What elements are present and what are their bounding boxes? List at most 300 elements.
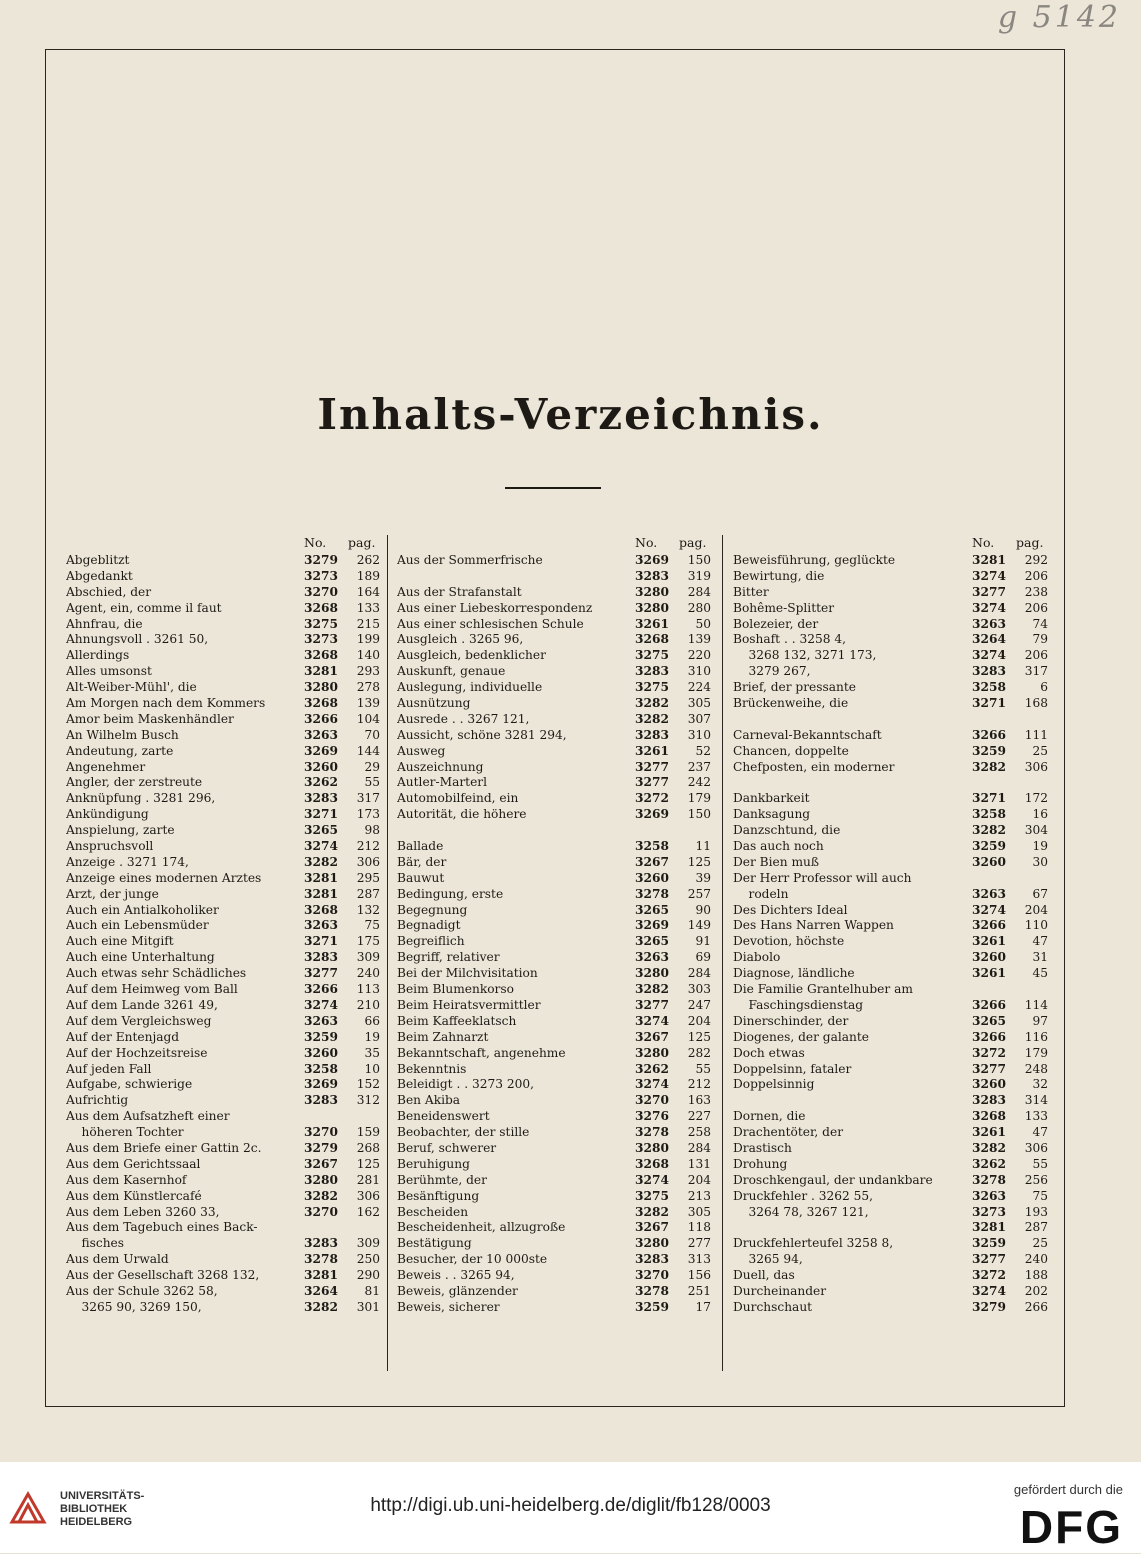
- entry-page: 306: [1024, 1140, 1048, 1155]
- entry-page: 206: [1024, 600, 1048, 615]
- entry-title: Beruhigung: [397, 1156, 470, 1171]
- index-entry: [397, 823, 711, 839]
- entry-page: 292: [1024, 553, 1048, 567]
- entry-title: Anzeige eines modernen Arztes: [66, 870, 262, 885]
- index-entry: [397, 744, 711, 760]
- entry-title: Auf der Hochzeitsreise: [66, 1045, 208, 1060]
- entry-issue-number: 3282: [635, 711, 669, 726]
- index-entry: [733, 680, 1048, 696]
- entry-page: 10: [364, 1061, 380, 1076]
- entry-page: 131: [687, 1156, 711, 1171]
- entry-title: Chefposten, ein moderner: [733, 759, 895, 774]
- entry-title: rodeln: [733, 886, 789, 901]
- index-entry: [733, 1093, 1048, 1109]
- entry-page: 247: [687, 997, 711, 1012]
- entry-title: Doppelsinn, fataler: [733, 1061, 852, 1076]
- index-entry: [66, 871, 380, 887]
- entry-title: Ballade: [397, 839, 444, 854]
- entry-title: Aus der Gesellschaft 3268 132,: [66, 1268, 260, 1283]
- index-entry: [733, 1157, 1048, 1173]
- entry-page: 55: [695, 1061, 711, 1076]
- entry-page: 306: [356, 1188, 380, 1203]
- entry-issue-number: 3275: [304, 616, 338, 631]
- index-entry: [733, 1236, 1048, 1252]
- entry-title: Auf dem Lande 3261 49,: [66, 997, 218, 1012]
- entry-page: 212: [687, 1077, 711, 1092]
- entry-issue-number: 3280: [635, 600, 669, 615]
- index-entry: [733, 617, 1048, 633]
- entry-issue-number: 3270: [635, 1268, 669, 1283]
- entry-issue-number: 3260: [304, 1045, 338, 1060]
- entry-page: 282: [687, 1045, 711, 1060]
- entry-page: 257: [687, 886, 711, 901]
- header-no: No.: [635, 535, 658, 550]
- entry-title: Anspielung, zarte: [66, 823, 175, 838]
- entry-issue-number: 3283: [635, 1252, 669, 1267]
- entry-issue-number: 3259: [304, 1029, 338, 1044]
- index-entry: [66, 553, 380, 569]
- entry-issue-number: 3266: [972, 1029, 1006, 1044]
- entry-issue-number: 3275: [635, 1188, 669, 1203]
- index-entry: [733, 871, 1048, 887]
- entry-title: Beim Kaffeeklatsch: [397, 1013, 517, 1028]
- index-entry: [397, 617, 711, 633]
- entry-issue-number: 3267: [635, 854, 669, 869]
- entry-issue-number: 3268: [304, 648, 338, 663]
- entry-page: 70: [364, 727, 380, 742]
- index-entry: [397, 1109, 711, 1125]
- entry-title: Beim Blumenkorso: [397, 982, 514, 997]
- entry-issue-number: 3277: [972, 1252, 1006, 1267]
- index-entry: [66, 601, 380, 617]
- index-entry: [66, 1220, 380, 1236]
- index-entry: [733, 918, 1048, 934]
- index-entry: [733, 664, 1048, 680]
- entry-title: Die Familie Grantelhuber am: [733, 982, 913, 997]
- entry-title: Anzeige . 3271 174,: [66, 854, 189, 869]
- entry-title: Besucher, der 10 000ste: [397, 1252, 548, 1267]
- entry-title: Des Dichters Ideal: [733, 902, 848, 917]
- header-pag: pag.: [348, 535, 376, 550]
- entry-page: 306: [1024, 759, 1048, 774]
- entry-page: 301: [356, 1299, 380, 1314]
- entry-issue-number: 3271: [972, 791, 1006, 806]
- index-entry: [66, 966, 380, 982]
- entry-title: Brückenweihe, die: [733, 696, 849, 711]
- entry-title: Ankündigung: [66, 807, 149, 822]
- entry-title: Das auch noch: [733, 839, 824, 854]
- entry-page: 309: [356, 1236, 380, 1251]
- index-entry: [66, 1252, 380, 1268]
- entry-issue-number: 3281: [304, 870, 338, 885]
- entry-issue-number: 3280: [635, 1140, 669, 1155]
- entry-title: Beweis, sicherer: [397, 1299, 500, 1314]
- index-entry: [66, 1268, 380, 1284]
- entry-title: Druckfehler . 3262 55,: [733, 1188, 874, 1203]
- entry-issue-number: 3274: [972, 600, 1006, 615]
- index-entry: [66, 918, 380, 934]
- entry-issue-number: 3263: [304, 918, 338, 933]
- entry-page: 210: [356, 997, 380, 1012]
- entry-title: Danzschtund, die: [733, 823, 841, 838]
- entry-page: 290: [356, 1268, 380, 1283]
- entry-page: 29: [364, 759, 380, 774]
- entry-title: Aus dem Urwald: [66, 1252, 169, 1267]
- entry-title: Ausgleich, bedenklicher: [397, 648, 546, 663]
- entry-issue-number: 3263: [972, 1188, 1006, 1203]
- index-entry: [66, 664, 380, 680]
- entry-page: 179: [1024, 1045, 1048, 1060]
- index-entry: [397, 1173, 711, 1189]
- index-entry: [397, 998, 711, 1014]
- entry-title: 3264 78, 3267 121,: [733, 1204, 869, 1219]
- index-entry: [397, 712, 711, 728]
- entry-issue-number: 3267: [304, 1156, 338, 1171]
- entry-issue-number: 3262: [304, 775, 338, 790]
- index-entry: [66, 680, 380, 696]
- entry-issue-number: 3281: [304, 1268, 338, 1283]
- entry-issue-number: 3258: [635, 839, 669, 854]
- entry-page: 47: [1032, 1125, 1048, 1140]
- index-entry: [66, 585, 380, 601]
- entry-page: 19: [364, 1029, 380, 1044]
- index-entry: [397, 760, 711, 776]
- entry-title: Boshaft . . 3258 4,: [733, 632, 846, 647]
- entry-title: Anknüpfung . 3281 296,: [66, 791, 216, 806]
- entry-title: Beweis . . 3265 94,: [397, 1268, 515, 1283]
- entry-title: Doch etwas: [733, 1045, 805, 1060]
- entry-page: 50: [695, 616, 711, 631]
- entry-issue-number: 3271: [972, 696, 1006, 711]
- entry-issue-number: 3258: [304, 1061, 338, 1076]
- entry-page: 132: [356, 902, 380, 917]
- entry-issue-number: 3260: [972, 854, 1006, 869]
- entry-issue-number: 3268: [304, 902, 338, 917]
- entry-title: Beim Zahnarzt: [397, 1029, 489, 1044]
- entry-issue-number: 3273: [304, 568, 338, 583]
- entry-issue-number: 3259: [635, 1299, 669, 1314]
- entry-issue-number: 3274: [304, 997, 338, 1012]
- entry-title: Auskunft, genaue: [397, 664, 506, 679]
- entry-title: Drastisch: [733, 1140, 792, 1155]
- index-entry: [733, 1268, 1048, 1284]
- entry-page: 152: [356, 1077, 380, 1092]
- index-entry: [397, 918, 711, 934]
- entry-issue-number: 3278: [635, 1283, 669, 1298]
- index-entry: [66, 998, 380, 1014]
- index-entry: [733, 1205, 1048, 1221]
- entry-issue-number: 3272: [972, 1268, 1006, 1283]
- index-entry: [397, 664, 711, 680]
- entry-issue-number: 3259: [972, 1236, 1006, 1251]
- index-entry: [66, 775, 380, 791]
- entry-issue-number: 3274: [972, 568, 1006, 583]
- entry-page: 175: [356, 934, 380, 949]
- index-entry: [733, 632, 1048, 648]
- source-url-link[interactable]: http://digi.ub.uni-heidelberg.de/diglit/fb128/0003: [370, 1495, 771, 1516]
- entry-issue-number: 3274: [304, 839, 338, 854]
- entry-title: Duell, das: [733, 1268, 795, 1283]
- entry-title: Diogenes, der galante: [733, 1029, 869, 1044]
- entry-issue-number: 3274: [635, 1172, 669, 1187]
- entry-issue-number: 3266: [304, 982, 338, 997]
- entry-title: Bauwut: [397, 870, 445, 885]
- entry-issue-number: 3278: [635, 886, 669, 901]
- entry-issue-number: 3268: [304, 696, 338, 711]
- entry-page: 250: [356, 1252, 380, 1267]
- entry-issue-number: 3277: [304, 966, 338, 981]
- index-entry: [66, 903, 380, 919]
- entry-page: 317: [1024, 664, 1048, 679]
- entry-issue-number: 3277: [635, 759, 669, 774]
- entry-title: Der Bien muß: [733, 854, 820, 869]
- index-entry: [733, 1046, 1048, 1062]
- index-entry: [397, 807, 711, 823]
- title-rule: [505, 487, 601, 489]
- entry-page: 159: [356, 1125, 380, 1140]
- index-entry: [397, 1141, 711, 1157]
- entry-page: 104: [356, 711, 380, 726]
- entry-page: 312: [356, 1093, 380, 1108]
- entry-issue-number: 3281: [304, 886, 338, 901]
- entry-title: Begreiflich: [397, 934, 465, 949]
- index-entry: [397, 585, 711, 601]
- entry-issue-number: 3283: [304, 791, 338, 806]
- entry-title: Auf jeden Fall: [66, 1061, 152, 1076]
- index-entry: [66, 1141, 380, 1157]
- entry-issue-number: 3282: [304, 1299, 338, 1314]
- entry-title: Abgedankt: [66, 568, 133, 583]
- entry-title: höheren Tochter: [66, 1125, 184, 1140]
- column-header: [397, 535, 711, 553]
- entry-page: 79: [1032, 632, 1048, 647]
- index-entry: [397, 648, 711, 664]
- column-divider: [387, 535, 388, 1371]
- index-entry: [397, 855, 711, 871]
- index-entry: [66, 1300, 380, 1316]
- index-entry: [397, 601, 711, 617]
- entry-title: Ausgleich . 3265 96,: [397, 632, 524, 647]
- index-entry: [397, 1205, 711, 1221]
- entry-title: Bewirtung, die: [733, 568, 825, 583]
- entry-title: Beweis, glänzender: [397, 1283, 518, 1298]
- index-entry: [66, 839, 380, 855]
- entry-title: Aus dem Kasernhof: [66, 1172, 187, 1187]
- index-entry: [66, 648, 380, 664]
- index-entry: [397, 950, 711, 966]
- entry-title: fisches: [66, 1236, 125, 1251]
- entry-issue-number: 3260: [635, 870, 669, 885]
- entry-page: 240: [1024, 1252, 1048, 1267]
- entry-issue-number: 3274: [635, 1077, 669, 1092]
- entry-page: 125: [356, 1156, 380, 1171]
- index-entry: [397, 1125, 711, 1141]
- entry-page: 204: [1024, 902, 1048, 917]
- entry-title: Begegnung: [397, 902, 468, 917]
- entry-page: 284: [687, 584, 711, 599]
- entry-issue-number: 3277: [635, 997, 669, 1012]
- index-entry: [66, 1046, 380, 1062]
- entry-page: 306: [356, 854, 380, 869]
- index-entry: [397, 1236, 711, 1252]
- entry-page: 74: [1032, 616, 1048, 631]
- entry-title: Allerdings: [66, 648, 130, 663]
- index-entry: [66, 1093, 380, 1109]
- entry-issue-number: 3259: [972, 743, 1006, 758]
- entry-issue-number: 3280: [304, 1172, 338, 1187]
- index-entry: [397, 1268, 711, 1284]
- entry-page: 280: [687, 600, 711, 615]
- entry-issue-number: 3283: [635, 568, 669, 583]
- entry-page: 237: [687, 759, 711, 774]
- entry-page: 111: [1024, 727, 1048, 742]
- index-entry: [66, 934, 380, 950]
- entry-page: 75: [1032, 1188, 1048, 1203]
- column-header: [66, 535, 380, 553]
- index-entry: [733, 982, 1048, 998]
- index-entry: [66, 1236, 380, 1252]
- entry-title: Bolezeier, der: [733, 616, 819, 631]
- entry-title: Aussicht, schöne 3281 294,: [397, 727, 567, 742]
- entry-issue-number: 3278: [972, 1172, 1006, 1187]
- header-no: No.: [304, 535, 327, 550]
- entry-title: Aus dem Gerichtssaal: [66, 1156, 201, 1171]
- entry-issue-number: 3266: [972, 997, 1006, 1012]
- entry-page: 213: [687, 1188, 711, 1203]
- entry-title: Doppelsinnig: [733, 1077, 815, 1092]
- entry-page: 31: [1032, 950, 1048, 965]
- entry-title: Beruf, schwerer: [397, 1140, 497, 1155]
- index-entry: [397, 934, 711, 950]
- entry-issue-number: 3270: [635, 1093, 669, 1108]
- entry-title: Auslegung, individuelle: [397, 680, 543, 695]
- entry-issue-number: 3262: [972, 1156, 1006, 1171]
- index-entry: [66, 1173, 380, 1189]
- index-entry: [733, 760, 1048, 776]
- entry-issue-number: 3266: [304, 711, 338, 726]
- entry-issue-number: 3273: [972, 1204, 1006, 1219]
- index-entry: [733, 585, 1048, 601]
- entry-page: 25: [1032, 1236, 1048, 1251]
- entry-issue-number: 3269: [635, 553, 669, 567]
- index-entry: [397, 1093, 711, 1109]
- entry-issue-number: 3282: [304, 1188, 338, 1203]
- entry-page: 17: [695, 1299, 711, 1314]
- entry-title: Droschkengaul, der undankbare: [733, 1172, 933, 1187]
- entry-title: Aus dem Leben 3260 33,: [66, 1204, 220, 1219]
- entry-issue-number: 3267: [635, 1029, 669, 1044]
- entry-page: 133: [1024, 1109, 1048, 1124]
- entry-issue-number: 3282: [972, 759, 1006, 774]
- entry-page: 116: [1024, 1029, 1048, 1044]
- index-column-3: [733, 535, 1048, 1316]
- index-entry: [397, 632, 711, 648]
- index-entry: [397, 1189, 711, 1205]
- entry-issue-number: 3265: [972, 1013, 1006, 1028]
- index-entry: [397, 791, 711, 807]
- entry-title: Bär, der: [397, 854, 447, 869]
- index-entry: [733, 887, 1048, 903]
- entry-page: 173: [356, 807, 380, 822]
- entry-issue-number: 3260: [972, 950, 1006, 965]
- entry-title: Chancen, doppelte: [733, 743, 849, 758]
- entry-title: Drachentöter, der: [733, 1125, 844, 1140]
- index-entry: [397, 1077, 711, 1093]
- entry-page: 248: [1024, 1061, 1048, 1076]
- index-entry: [66, 950, 380, 966]
- entry-page: 47: [1032, 934, 1048, 949]
- index-entry: [397, 1062, 711, 1078]
- entry-title: 3265 94,: [733, 1252, 803, 1267]
- index-entry: [397, 1014, 711, 1030]
- entry-page: 110: [1024, 918, 1048, 933]
- index-entry: [66, 1062, 380, 1078]
- entry-page: 140: [356, 648, 380, 663]
- entry-title: Auf dem Vergleichsweg: [66, 1013, 212, 1028]
- entry-title: Beneidenswert: [397, 1109, 490, 1124]
- entry-title: Amor beim Maskenhändler: [66, 711, 234, 726]
- index-entry: [66, 728, 380, 744]
- index-entry: [733, 553, 1048, 569]
- index-entry: [733, 712, 1048, 728]
- entry-page: 91: [695, 934, 711, 949]
- entry-page: 98: [364, 823, 380, 838]
- entry-issue-number: 3268: [304, 600, 338, 615]
- entry-page: 240: [356, 966, 380, 981]
- entry-title: Faschingsdienstag: [733, 997, 864, 1012]
- entry-issue-number: 3277: [635, 775, 669, 790]
- entry-issue-number: 3261: [635, 743, 669, 758]
- entry-issue-number: 3280: [635, 584, 669, 599]
- entry-title: Ausweg: [397, 743, 446, 758]
- entry-page: 317: [356, 791, 380, 806]
- entry-issue-number: 3277: [972, 1061, 1006, 1076]
- index-entry: [397, 839, 711, 855]
- entry-issue-number: 3283: [635, 727, 669, 742]
- entry-title: Bescheidenheit, allzugroße: [397, 1220, 566, 1235]
- index-entry: [733, 934, 1048, 950]
- entry-page: 305: [687, 1204, 711, 1219]
- entry-page: 52: [695, 743, 711, 758]
- entry-title: Angenehmer: [66, 759, 146, 774]
- entry-title: Angler, der zerstreute: [66, 775, 203, 790]
- entry-title: Aus der Sommerfrische: [397, 553, 543, 567]
- index-entry: [733, 1125, 1048, 1141]
- entry-page: 139: [356, 696, 380, 711]
- entry-page: 69: [695, 950, 711, 965]
- funding-label: gefördert durch die: [1013, 1482, 1123, 1497]
- library-name: UNIVERSITÄTS- BIBLIOTHEK HEIDELBERG: [60, 1490, 145, 1528]
- entry-issue-number: 3283: [304, 1093, 338, 1108]
- entry-page: 125: [687, 1029, 711, 1044]
- index-entry: [733, 1189, 1048, 1205]
- entry-page: 114: [1024, 997, 1048, 1012]
- entry-title: Carneval-Bekanntschaft: [733, 727, 882, 742]
- entry-title: Bestätigung: [397, 1236, 472, 1251]
- entry-issue-number: 3263: [972, 886, 1006, 901]
- entry-page: 204: [687, 1013, 711, 1028]
- index-entry: [397, 903, 711, 919]
- entry-issue-number: 3276: [635, 1109, 669, 1124]
- index-entry: [66, 807, 380, 823]
- entry-issue-number: 3269: [304, 1077, 338, 1092]
- entry-page: 75: [364, 918, 380, 933]
- index-entry: [733, 1014, 1048, 1030]
- entry-title: Bekanntschaft, angenehme: [397, 1045, 566, 1060]
- entry-title: Aus einer schlesischen Schule: [397, 616, 584, 631]
- entry-issue-number: 3278: [304, 1252, 338, 1267]
- entry-issue-number: 3261: [972, 1125, 1006, 1140]
